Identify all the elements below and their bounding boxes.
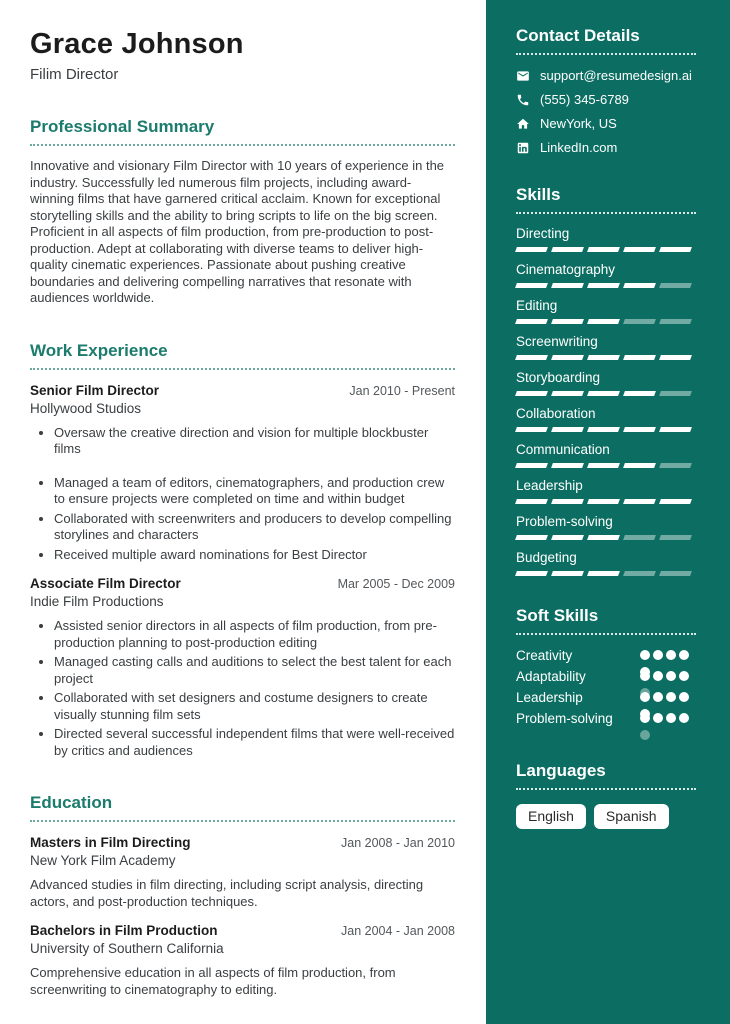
skill-bar-segment: [623, 427, 656, 432]
soft-skills-section: [516, 606, 696, 731]
job-bullet-list: [30, 618, 455, 759]
education-section-title: Education: [30, 793, 455, 822]
skill-bar-segment: [515, 463, 548, 468]
job-role: Associate Film Director: [30, 576, 181, 591]
contact-item[interactable]: [516, 116, 696, 131]
soft-skill-item: [516, 689, 696, 710]
skill-bar-segment: [659, 535, 692, 540]
education-school: University of Southern California: [30, 941, 224, 956]
skill-label: Storyboarding: [516, 370, 601, 385]
skill-label: Leadership: [516, 478, 583, 493]
education-section: [30, 793, 455, 998]
skill-bar-segment: [551, 391, 584, 396]
skills-section-title: Skills: [516, 185, 696, 214]
skill-bar-segment: [659, 427, 692, 432]
job-company: Indie Film Productions: [30, 594, 164, 609]
skill-bar: [516, 283, 696, 288]
soft-skill-label: Creativity: [516, 648, 573, 663]
skill-label: Editing: [516, 298, 558, 313]
skill-bar: [516, 427, 696, 432]
skill-bar-segment: [587, 571, 620, 576]
skill-bar: [516, 463, 696, 468]
home-icon: [516, 117, 530, 131]
linkedin-icon: [516, 141, 530, 155]
skill-label: Budgeting: [516, 550, 577, 565]
skill-bar-segment: [551, 571, 584, 576]
languages-section: [516, 761, 696, 829]
skill-bar-segment: [515, 355, 548, 360]
job-bullet: • Managed casting calls and auditions to select the best talent for each project: [54, 654, 455, 687]
skill-bar-segment: [587, 283, 620, 288]
contact-section: [516, 26, 696, 155]
job-dates: Mar 2005 - Dec 2009: [337, 577, 455, 591]
soft-skill-dot: [653, 692, 663, 702]
soft-skill-dot: [679, 692, 689, 702]
skill-item: [516, 334, 696, 360]
education-degree: Bachelors in Film Production: [30, 923, 218, 938]
skills-section: [516, 185, 696, 576]
education-description: Advanced studies in film directing, including script analysis, directing actors, and post-production techniques.: [30, 877, 424, 909]
experience-section-title: Work Experience: [30, 341, 455, 370]
skill-bar-segment: [515, 319, 548, 324]
soft-skill-item: [516, 710, 696, 731]
soft-skill-label: Leadership: [516, 690, 583, 705]
skill-item: [516, 478, 696, 504]
soft-skill-dot: [640, 671, 650, 681]
soft-skill-dot: [653, 650, 663, 660]
skill-bar-segment: [587, 319, 620, 324]
education-description: Comprehensive education in all aspects of film production, from screenwriting to cinematography to editing.: [30, 965, 396, 997]
email-icon: [516, 69, 530, 83]
job-entry-head: [30, 383, 455, 398]
job-bullet: • Managed a team of editors, cinematographers, and production crew to ensure projects were completed on time and within budget: [54, 475, 455, 508]
skill-bar: [516, 499, 696, 504]
soft-skill-dot: [653, 671, 663, 681]
soft-skill-dot: [679, 713, 689, 723]
skill-bar-segment: [587, 535, 620, 540]
skill-label: Problem-solving: [516, 514, 613, 529]
skill-bar-segment: [515, 283, 548, 288]
skill-bar-segment: [551, 355, 584, 360]
skills-list: [516, 226, 696, 576]
skill-bar-segment: [587, 391, 620, 396]
skill-bar-segment: [551, 535, 584, 540]
experience-section: [30, 341, 455, 760]
soft-skill-item: [516, 647, 696, 668]
job-bullet: • Collaborated with screenwriters and producers to develop compelling storylines and characters: [54, 511, 455, 544]
languages-section-title: Languages: [516, 761, 696, 790]
soft-skill-dots: [640, 692, 696, 702]
skill-bar-segment: [551, 247, 584, 252]
soft-skills-section-title: Soft Skills: [516, 606, 696, 635]
contact-list: [516, 68, 696, 155]
soft-skill-label: Problem-solving: [516, 711, 613, 726]
contact-item[interactable]: [516, 140, 696, 155]
summary-section: [30, 117, 455, 307]
languages-list: [516, 804, 696, 829]
skill-label: Directing: [516, 226, 570, 241]
soft-skill-dot: [666, 650, 676, 660]
job-bullet: • Directed several successful independent films that were well-received by critics and audiences: [54, 726, 455, 759]
skill-bar-segment: [659, 571, 692, 576]
skill-bar-segment: [551, 463, 584, 468]
job-dates: Jan 2010 - Present: [349, 383, 455, 398]
soft-skill-dot: [679, 650, 689, 660]
job-bullet: • Assisted senior directors in all aspects of film production, from pre-production planning to post-production editing: [54, 618, 455, 651]
soft-skill-dot: [679, 671, 689, 681]
skill-bar-segment: [659, 355, 692, 360]
skill-bar: [516, 391, 696, 396]
skill-bar: [516, 571, 696, 576]
education-degree: Masters in Film Directing: [30, 835, 191, 850]
skill-bar: [516, 247, 696, 252]
skill-item: [516, 550, 696, 576]
soft-skill-dots: [640, 671, 696, 681]
skill-bar-segment: [659, 499, 692, 504]
education-entry-head: [30, 835, 455, 850]
soft-skill-dots: [640, 650, 696, 660]
soft-skill-dot: [640, 692, 650, 702]
job-entry: [30, 576, 455, 759]
skill-bar-segment: [515, 535, 548, 540]
skill-bar-segment: [515, 391, 548, 396]
contact-item[interactable]: [516, 68, 696, 83]
contact-section-title: Contact Details: [516, 26, 696, 55]
person-name: Grace Johnson: [30, 28, 244, 60]
soft-skill-dot: [666, 713, 676, 723]
language-chip: English: [516, 804, 586, 829]
soft-skill-dot: [653, 713, 663, 723]
education-school: New York Film Academy: [30, 853, 176, 868]
education-entry-head: [30, 923, 455, 938]
summary-text: Innovative and visionary Film Director with 10 years of experience in the industry. Successfully led numerous film projects, including award-winning films that have garnered critical acclaim. Known for exceptional storytelling skills and the ability to bring scripts to life on the big screen. Proficient in all aspects of film production, from pre-production to post-production. Adept at collaborating with diverse teams to deliver high-quality cinematic experiences. Passionate about pushing creative boundaries and delivering compelling narratives that resonate with audiences worldwide.: [30, 158, 445, 305]
skill-label: Cinematography: [516, 262, 616, 277]
skill-bar-segment: [515, 571, 548, 576]
education-dates: Jan 2004 - Jan 2008: [341, 924, 455, 938]
skill-bar-segment: [551, 499, 584, 504]
skill-bar: [516, 535, 696, 540]
soft-skill-dot: [640, 730, 650, 740]
soft-skill-dot: [640, 650, 650, 660]
skill-bar-segment: [623, 535, 656, 540]
contact-item-text: support@resumedesign.ai: [540, 68, 692, 83]
contact-item[interactable]: [516, 92, 696, 107]
skill-bar-segment: [515, 247, 548, 252]
skill-bar-segment: [587, 463, 620, 468]
skill-bar-segment: [551, 319, 584, 324]
job-entry-head: [30, 576, 455, 591]
sidebar: [486, 0, 730, 1024]
contact-item-text: (555) 345-6789: [540, 92, 629, 107]
education-entry: [30, 835, 455, 910]
skill-bar-segment: [623, 355, 656, 360]
soft-skill-label: Adaptability: [516, 669, 586, 684]
job-entry: [30, 383, 455, 564]
skill-bar: [516, 355, 696, 360]
skill-bar-segment: [587, 247, 620, 252]
education-entry: [30, 923, 455, 998]
skill-bar-segment: [659, 247, 692, 252]
skill-bar-segment: [623, 247, 656, 252]
skill-item: [516, 442, 696, 468]
skill-bar: [516, 319, 696, 324]
skill-bar-segment: [515, 499, 548, 504]
skill-label: Screenwriting: [516, 334, 598, 349]
skill-bar-segment: [515, 427, 548, 432]
skill-bar-segment: [587, 427, 620, 432]
skill-bar-segment: [623, 391, 656, 396]
skill-item: [516, 406, 696, 432]
skill-label: Collaboration: [516, 406, 596, 421]
soft-skill-dot: [666, 692, 676, 702]
skill-label: Communication: [516, 442, 610, 457]
skill-item: [516, 370, 696, 396]
soft-skills-list: [516, 647, 696, 731]
soft-skill-dot: [640, 713, 650, 723]
skill-item: [516, 262, 696, 288]
skill-bar-segment: [623, 571, 656, 576]
contact-item-text: NewYork, US: [540, 116, 617, 131]
phone-icon: [516, 93, 530, 107]
person-job-title: Filim Director: [30, 66, 119, 83]
soft-skill-dot: [666, 671, 676, 681]
job-company: Hollywood Studios: [30, 400, 142, 416]
skill-bar-segment: [587, 355, 620, 360]
job-bullet: • Received multiple award nominations for Best Director: [54, 547, 455, 564]
language-chip: Spanish: [594, 804, 669, 829]
skill-bar-segment: [623, 319, 656, 324]
skill-bar-segment: [659, 319, 692, 324]
job-bullet: • Oversaw the creative direction and vision for multiple blockbuster films: [54, 425, 455, 458]
skill-bar-segment: [659, 283, 692, 288]
skill-bar-segment: [551, 283, 584, 288]
skill-bar-segment: [623, 463, 656, 468]
summary-section-title: Professional Summary: [30, 117, 455, 146]
job-bullet-list: [30, 425, 455, 564]
skill-bar-segment: [551, 427, 584, 432]
skill-bar-segment: [659, 463, 692, 468]
soft-skill-item: [516, 668, 696, 689]
skill-bar-segment: [623, 499, 656, 504]
skill-bar-segment: [587, 499, 620, 504]
soft-skill-dots: [640, 713, 696, 723]
education-dates: Jan 2008 - Jan 2010: [341, 836, 455, 850]
job-role: Senior Film Director: [30, 382, 160, 398]
skill-bar-segment: [659, 391, 692, 396]
contact-item-text: LinkedIn.com: [540, 140, 618, 155]
skill-item: [516, 298, 696, 324]
skill-item: [516, 226, 696, 252]
skill-item: [516, 514, 696, 540]
skill-bar-segment: [623, 283, 656, 288]
job-bullet: • Collaborated with set designers and costume designers to create visually stunning film sets: [54, 690, 455, 723]
